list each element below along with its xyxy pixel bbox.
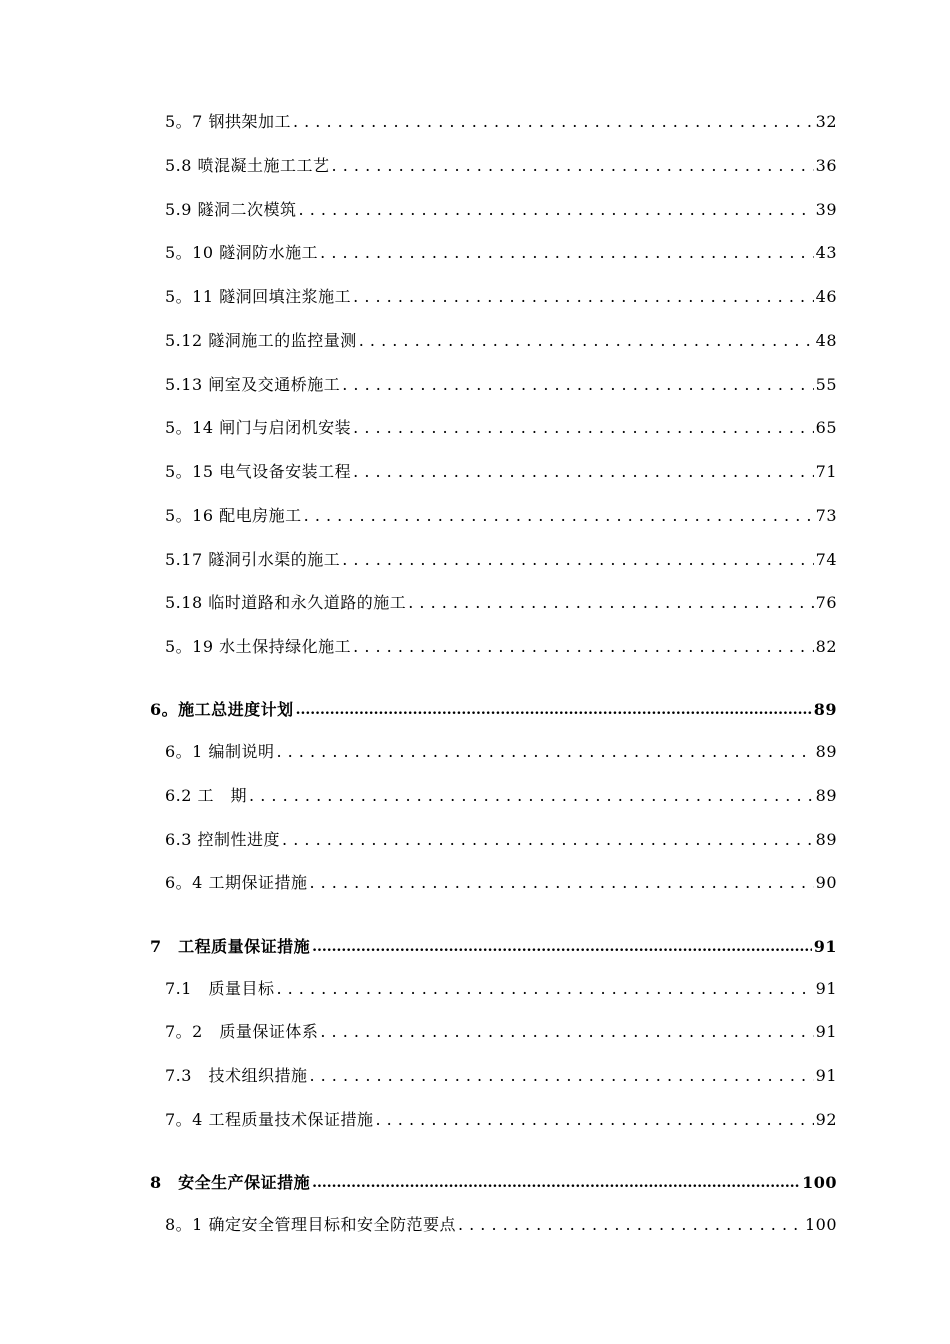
toc-leader-dots bbox=[312, 1173, 800, 1193]
toc-entry-title: 7。2 质量保证体系 bbox=[165, 1022, 319, 1041]
toc-leader-dots bbox=[342, 375, 813, 395]
toc-entry-title: 7.3 技术组织措施 bbox=[165, 1066, 308, 1085]
toc-page-number: 90 bbox=[815, 873, 837, 892]
toc-page-number: 89 bbox=[815, 742, 837, 761]
toc-entry[interactable] bbox=[165, 418, 837, 438]
toc-page-number: 39 bbox=[815, 200, 837, 219]
toc-leader-dots bbox=[282, 830, 814, 850]
toc-entry-title: 5。11 隧洞回填注浆施工 bbox=[165, 287, 352, 306]
toc-entry-title: 6。1 编制说明 bbox=[165, 742, 275, 761]
toc-leader-dots bbox=[320, 243, 814, 263]
toc-page-number: 71 bbox=[815, 462, 837, 481]
toc-page-number: 48 bbox=[815, 331, 837, 350]
toc-chapter-title: 8 安全生产保证措施 bbox=[150, 1173, 311, 1192]
toc-entry-title: 5.13 闸室及交通桥施工 bbox=[165, 375, 341, 394]
toc-leader-dots bbox=[293, 112, 814, 132]
toc-entry[interactable] bbox=[165, 873, 837, 893]
toc-entry[interactable] bbox=[165, 979, 837, 999]
toc-entry[interactable] bbox=[165, 1110, 837, 1130]
toc-page-number: 91 bbox=[813, 937, 837, 956]
toc-entry[interactable] bbox=[165, 462, 837, 482]
toc-entry[interactable] bbox=[165, 112, 837, 132]
toc-entry[interactable] bbox=[165, 593, 837, 613]
toc-page-number: 91 bbox=[815, 1066, 837, 1085]
toc-page-number: 91 bbox=[815, 1022, 837, 1041]
toc-page-number: 100 bbox=[804, 1215, 837, 1234]
toc-entry[interactable] bbox=[165, 1066, 837, 1086]
toc-entry[interactable] bbox=[165, 1215, 837, 1235]
toc-chapter-entry[interactable] bbox=[150, 700, 837, 720]
toc-page-number: 43 bbox=[815, 243, 837, 262]
toc-page-number: 55 bbox=[815, 375, 837, 394]
toc-page-number: 65 bbox=[815, 418, 837, 437]
toc-entry[interactable] bbox=[165, 742, 837, 762]
toc-leader-dots bbox=[458, 1215, 803, 1235]
toc-page-number: 32 bbox=[815, 112, 837, 131]
toc-entry-title: 5。16 配电房施工 bbox=[165, 506, 302, 525]
toc-entry-title: 6。4 工期保证措施 bbox=[165, 873, 308, 892]
toc-leader-dots bbox=[353, 287, 814, 307]
toc-chapter-entry[interactable] bbox=[150, 937, 837, 957]
toc-entry-title: 5。15 电气设备安装工程 bbox=[165, 462, 352, 481]
toc-leader-dots bbox=[249, 786, 814, 806]
toc-entry[interactable] bbox=[165, 200, 837, 220]
toc-page-number: 92 bbox=[815, 1110, 837, 1129]
toc-leader-dots bbox=[296, 700, 812, 720]
toc-entry-title: 5.9 隧洞二次模筑 bbox=[165, 200, 297, 219]
toc-chapter-title: 7 工程质量保证措施 bbox=[150, 937, 311, 956]
toc-entry-title: 5。10 隧洞防水施工 bbox=[165, 243, 319, 262]
toc-page-number: 89 bbox=[815, 786, 837, 805]
toc-entry-title: 5.17 隧洞引水渠的施工 bbox=[165, 550, 341, 569]
toc-leader-dots bbox=[299, 200, 814, 220]
toc-entry[interactable] bbox=[165, 1022, 837, 1042]
toc-leader-dots bbox=[276, 742, 813, 762]
toc-page-number: 36 bbox=[815, 156, 837, 175]
toc-leader-dots bbox=[359, 331, 814, 351]
toc-leader-dots bbox=[375, 1110, 813, 1130]
toc-chapter-title: 6。施工总进度计划 bbox=[150, 700, 294, 719]
toc-leader-dots bbox=[312, 937, 812, 957]
toc-leader-dots bbox=[342, 550, 813, 570]
toc-page-number: 89 bbox=[815, 830, 837, 849]
toc-page-number: 82 bbox=[815, 637, 837, 656]
toc-entry-title: 5。7 钢拱架加工 bbox=[165, 112, 291, 131]
toc-entry[interactable] bbox=[165, 156, 837, 176]
toc-page-number: 100 bbox=[802, 1173, 837, 1192]
toc-entry-title: 5。14 闸门与启闭机安装 bbox=[165, 418, 352, 437]
toc-leader-dots bbox=[353, 637, 814, 657]
toc-leader-dots bbox=[353, 462, 814, 482]
toc-page-number: 74 bbox=[815, 550, 837, 569]
toc-entry-title: 5.12 隧洞施工的监控量测 bbox=[165, 331, 357, 350]
toc-leader-dots bbox=[304, 506, 814, 526]
toc-entry-title: 5.8 喷混凝土施工工艺 bbox=[165, 156, 330, 175]
toc-chapter-entry[interactable] bbox=[150, 1173, 837, 1193]
toc-entry-title: 6.2 工 期 bbox=[165, 786, 248, 805]
toc-entry[interactable] bbox=[165, 830, 837, 850]
toc-leader-dots bbox=[408, 593, 813, 613]
toc-entry[interactable] bbox=[165, 243, 837, 263]
toc-page-number: 89 bbox=[813, 700, 837, 719]
toc-leader-dots bbox=[276, 979, 813, 999]
toc-entry[interactable] bbox=[165, 550, 837, 570]
toc-entry[interactable] bbox=[165, 287, 837, 307]
toc-leader-dots bbox=[309, 1066, 813, 1086]
toc-entry[interactable] bbox=[165, 375, 837, 395]
toc-leader-dots bbox=[353, 418, 814, 438]
toc-entry[interactable] bbox=[165, 637, 837, 657]
toc-entry-title: 5。19 水土保持绿化施工 bbox=[165, 637, 352, 656]
toc-leader-dots bbox=[320, 1022, 813, 1042]
toc-page-number: 76 bbox=[815, 593, 837, 612]
toc-page-number: 91 bbox=[815, 979, 837, 998]
toc-entry-title: 7.1 质量目标 bbox=[165, 979, 275, 998]
toc-entry-title: 6.3 控制性进度 bbox=[165, 830, 281, 849]
toc-entry[interactable] bbox=[165, 331, 837, 351]
toc-leader-dots bbox=[309, 873, 813, 893]
toc-entry[interactable] bbox=[165, 786, 837, 806]
toc-page-number: 73 bbox=[815, 506, 837, 525]
toc-leader-dots bbox=[332, 156, 814, 176]
toc-page-number: 46 bbox=[815, 287, 837, 306]
toc-entry-title: 5.18 临时道路和永久道路的施工 bbox=[165, 593, 407, 612]
toc-entry[interactable] bbox=[165, 506, 837, 526]
toc-entry-title: 7。4 工程质量技术保证措施 bbox=[165, 1110, 374, 1129]
toc-entry-title: 8。1 确定安全管理目标和安全防范要点 bbox=[165, 1215, 456, 1234]
